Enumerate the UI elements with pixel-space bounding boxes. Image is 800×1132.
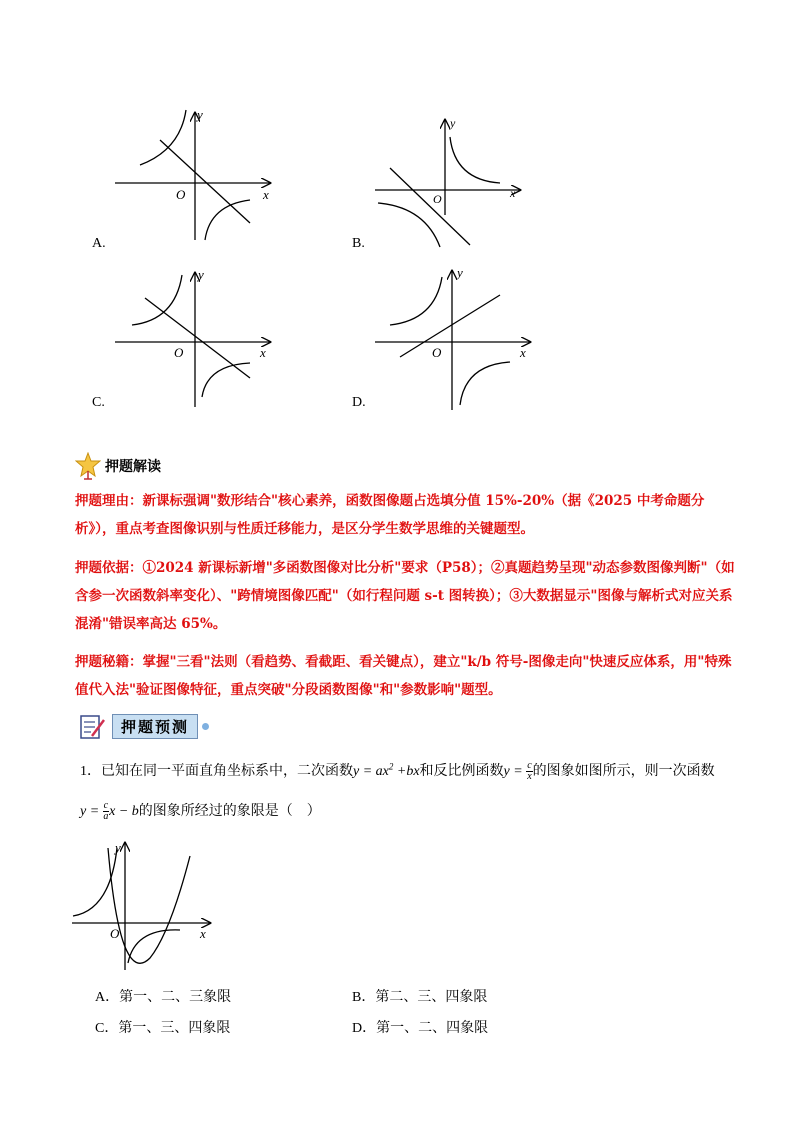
section-title: 押题解读	[105, 459, 161, 475]
reason-label: 押题理由：	[75, 493, 143, 509]
choice-text: 第一、三、四象限	[118, 1021, 231, 1036]
option-a-label: A.	[92, 236, 106, 251]
x-label: x	[510, 186, 516, 200]
choice-text: 第一、二、三象限	[119, 990, 232, 1005]
option-b-label: B.	[352, 236, 365, 251]
y-label: y	[457, 265, 463, 280]
choice-label: D．	[352, 1021, 377, 1036]
choice-text: 第一、二、四象限	[376, 1021, 489, 1036]
section-header-prediction	[78, 712, 209, 740]
question-line-2	[80, 800, 321, 822]
choice-text: 第二、三、四象限	[375, 990, 488, 1005]
y-label: y	[198, 267, 204, 282]
x-label: x	[263, 187, 269, 202]
graph-option-a	[110, 105, 280, 245]
origin-label: O	[432, 345, 442, 360]
basis-text: ①2024 新课标新增"多函数图像对比分析"要求（P58）；②真题趋势呈现"动态参数图像判断"（如含参一次函数斜率变化）、"跨情境图像匹配"（如行程问题 s-t 图转换）；③大数据显示"图像与解析式对应关系混淆"错误率高达 65%。	[75, 560, 735, 632]
dot-icon	[202, 723, 209, 730]
choice-label: A．	[95, 990, 120, 1005]
secret-label: 押题秘籍：	[75, 654, 143, 670]
question-text-d: 的图象所经过的象限是（ ）	[138, 804, 321, 819]
y-label: y	[197, 107, 203, 122]
x-label: x	[260, 345, 266, 360]
choice-d[interactable]	[352, 1017, 488, 1037]
notebook-pencil-icon	[78, 712, 106, 740]
option-c-label: C.	[92, 395, 105, 410]
graph-option-b	[370, 115, 530, 255]
graph-option-c	[110, 265, 280, 410]
secret-text: 掌握"三看"法则（看趋势、看截距、看关键点），建立"k/b 符号-图像走向"快速反应体系，用"特殊值代入法"验证图像特征，重点突破"分段函数图像"和"参数影响"题型。	[75, 654, 732, 698]
secret-paragraph	[75, 648, 735, 704]
x-label: x	[200, 926, 206, 941]
origin-label: O	[433, 192, 442, 206]
origin-label: O	[110, 926, 120, 941]
section-header-interpretation	[75, 452, 161, 480]
basis-paragraph	[75, 554, 735, 638]
question-text-c: 的图象如图所示，则一次函数	[532, 764, 715, 779]
choice-a[interactable]	[95, 986, 231, 1006]
basis-label: 押题依据：	[75, 560, 143, 576]
question-figure	[70, 838, 220, 973]
origin-label: O	[176, 187, 186, 202]
y-label: y	[450, 116, 456, 130]
y-label: y	[115, 840, 121, 855]
question-number: 1．	[80, 764, 101, 779]
choice-c[interactable]	[95, 1017, 230, 1037]
reason-text: 新课标强调"数形结合"核心素养，函数图像题占选填分值 15%-20%（据《2025 中考命题分析》），重点考查图像识别与性质迁移能力，是区分学生数学思维的关键题型。	[75, 493, 705, 537]
origin-label: O	[174, 345, 184, 360]
choice-label: C．	[95, 1021, 119, 1036]
question-text-a: 已知在同一平面直角坐标系中，二次函数	[101, 764, 353, 779]
option-d-label: D.	[352, 395, 366, 410]
x-label: x	[520, 345, 526, 360]
section-title: 押题预测	[112, 714, 198, 739]
graph-option-d	[370, 265, 540, 415]
reason-paragraph	[75, 487, 735, 543]
choice-label: B．	[352, 990, 376, 1005]
formula-quadratic: $y = ax^2 +bx$	[353, 761, 420, 779]
question-text-b: 和反比例函数	[419, 764, 504, 779]
star-icon	[75, 452, 101, 480]
choice-b[interactable]	[352, 986, 487, 1006]
formula-linear: y = $\frac{c}{a}$ x − b	[80, 800, 139, 823]
question-line-1	[80, 760, 715, 782]
formula-inverse: y = $\frac{c}{x}$	[503, 760, 532, 783]
